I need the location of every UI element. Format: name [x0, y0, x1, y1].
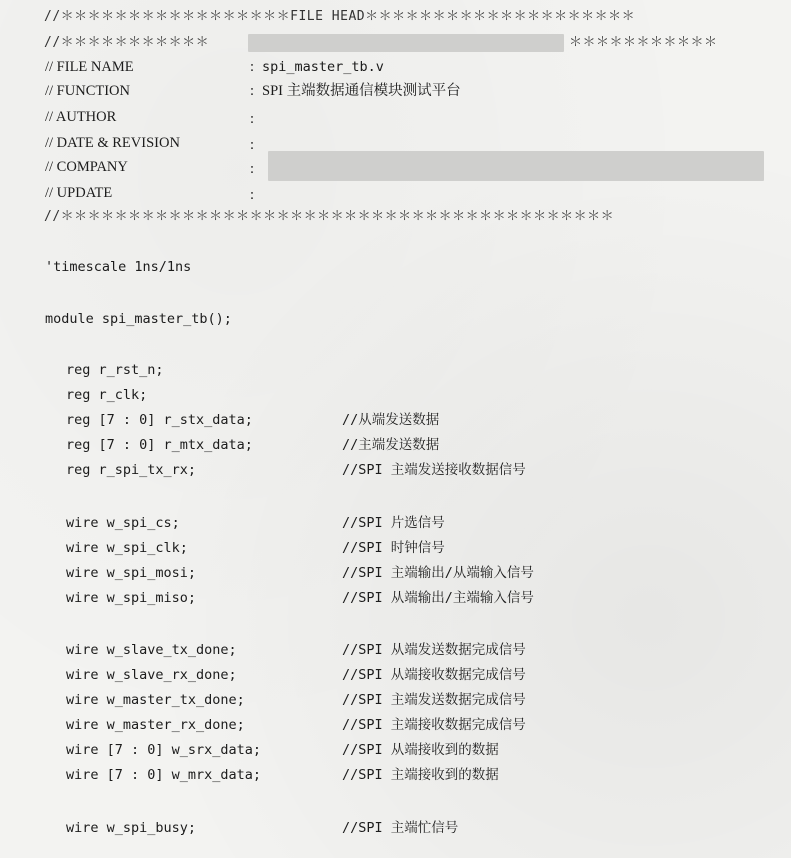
wire-declaration: wire w_spi_miso;: [66, 590, 197, 606]
wire-declaration: wire w_slave_tx_done;: [66, 642, 237, 658]
wire-declaration: wire w_spi_busy;: [66, 820, 197, 836]
file-info-value: spi_master_tb.v: [262, 59, 384, 75]
code-comment: //SPI 主端输出/从端输入信号: [342, 565, 534, 581]
code-comment: //主端发送数据: [342, 437, 440, 453]
file-info-label: // FILE NAME: [45, 59, 134, 75]
code-comment: //从端发送数据: [342, 412, 440, 428]
reg-declaration: reg r_spi_tx_rx;: [66, 462, 197, 478]
file-head-second-border-left: //＊＊＊＊＊＊＊＊＊＊＊: [44, 35, 210, 50]
timescale-directive: 'timescale 1ns/1ns: [45, 259, 192, 275]
code-comment: //SPI 主端发送接收数据信号: [342, 462, 526, 478]
reg-declaration: reg r_clk;: [66, 387, 148, 403]
redacted-company: [268, 151, 764, 181]
file-info-label: // AUTHOR: [45, 109, 117, 125]
code-comment: //SPI 主端接收数据完成信号: [342, 717, 526, 733]
file-info-colon: :: [250, 111, 255, 127]
code-comment: //SPI 从端接收数据完成信号: [342, 667, 526, 683]
wire-declaration: wire w_spi_cs;: [66, 515, 180, 531]
file-head-bottom-border: //＊＊＊＊＊＊＊＊＊＊＊＊＊＊＊＊＊＊＊＊＊＊＊＊＊＊＊＊＊＊＊＊＊＊＊＊＊＊＊＊＊: [44, 209, 615, 224]
module-declaration: module spi_master_tb();: [45, 311, 232, 327]
file-info-label: // DATE & REVISION: [45, 135, 180, 151]
code-comment: //SPI 片选信号: [342, 515, 445, 531]
code-comment: //SPI 主端接收到的数据: [342, 767, 499, 783]
reg-declaration: reg r_rst_n;: [66, 362, 164, 378]
wire-declaration: wire [7 : 0] w_srx_data;: [66, 742, 262, 758]
wire-declaration: wire w_master_rx_done;: [66, 717, 245, 733]
redacted-block: [248, 34, 564, 52]
file-info-colon: :: [250, 161, 255, 177]
file-info-colon: :: [250, 83, 255, 99]
file-head-top-border: //＊＊＊＊＊＊＊＊＊＊＊＊＊＊＊＊＊FILE HEAD＊＊＊＊＊＊＊＊＊＊＊＊＊＊＊＊＊＊＊＊: [44, 9, 636, 24]
file-info-value: SPI 主端数据通信模块测试平台: [262, 83, 461, 99]
wire-declaration: wire w_spi_mosi;: [66, 565, 197, 581]
file-info-colon: :: [250, 59, 255, 75]
wire-declaration: wire [7 : 0] w_mrx_data;: [66, 767, 262, 783]
reg-declaration: reg [7 : 0] r_stx_data;: [66, 412, 253, 428]
file-info-colon: :: [250, 187, 255, 203]
file-info-label: // COMPANY: [45, 159, 128, 175]
code-comment: //SPI 主端忙信号: [342, 820, 459, 836]
reg-declaration: reg [7 : 0] r_mtx_data;: [66, 437, 253, 453]
file-info-label: // UPDATE: [45, 185, 113, 201]
code-comment: //SPI 从端接收到的数据: [342, 742, 499, 758]
file-info-label: // FUNCTION: [45, 83, 130, 99]
file-head-second-border-right: ＊＊＊＊＊＊＊＊＊＊＊: [569, 35, 718, 50]
wire-declaration: wire w_slave_rx_done;: [66, 667, 237, 683]
code-comment: //SPI 从端发送数据完成信号: [342, 642, 526, 658]
wire-declaration: wire w_spi_clk;: [66, 540, 188, 556]
code-comment: //SPI 主端发送数据完成信号: [342, 692, 526, 708]
code-comment: //SPI 时钟信号: [342, 540, 445, 556]
wire-declaration: wire w_master_tx_done;: [66, 692, 245, 708]
code-comment: //SPI 从端输出/主端输入信号: [342, 590, 534, 606]
file-info-colon: :: [250, 137, 255, 153]
